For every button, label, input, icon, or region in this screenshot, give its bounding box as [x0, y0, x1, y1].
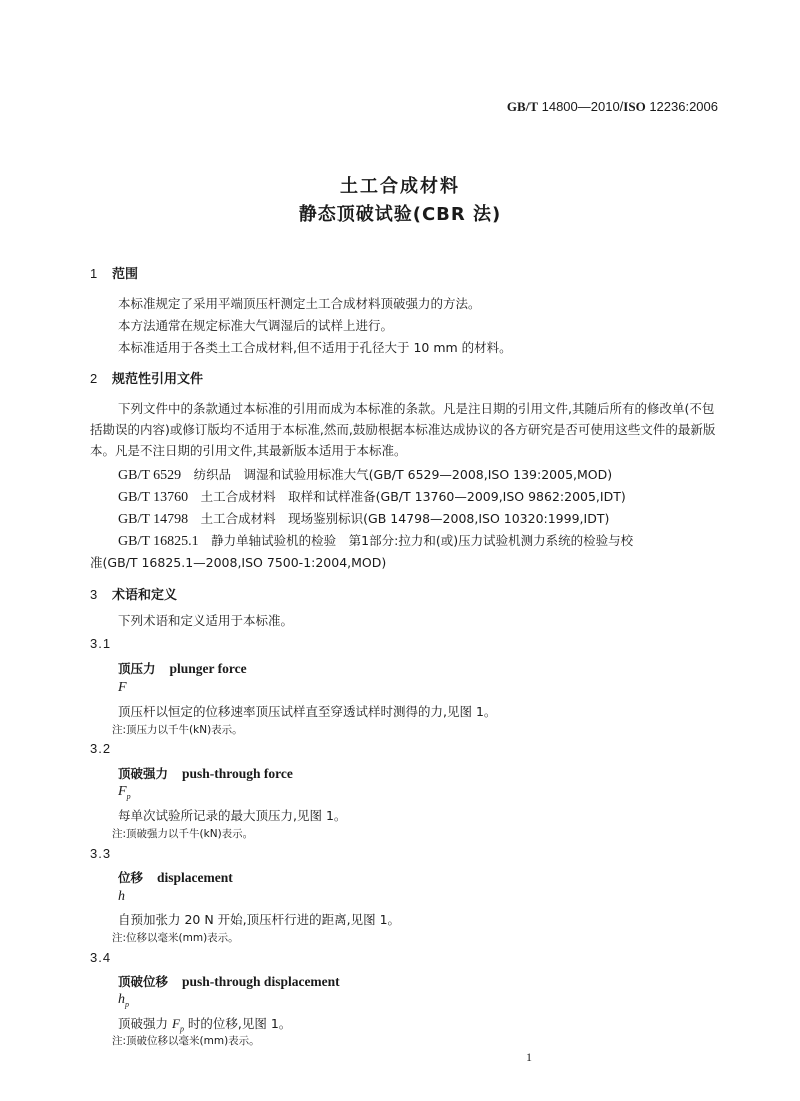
- term-number: 3.2: [90, 741, 112, 756]
- term-symbol: [118, 889, 125, 905]
- standard-code: [507, 99, 718, 115]
- term-en: push-through force: [182, 766, 293, 781]
- section-heading-3: [90, 584, 177, 603]
- term-number: 3.4: [90, 950, 112, 965]
- symbol-main: F: [171, 1016, 180, 1031]
- reference-title: 土工合成材料 取样和试样准备(GB/T 13760—2009,ISO 9862:2005,IDT): [200, 489, 626, 504]
- term-definition: [118, 1014, 291, 1034]
- term-note: 注:顶破强力以千牛(kN)表示。: [112, 828, 254, 840]
- terms-intro: 下列术语和定义适用于本标准。: [118, 613, 294, 628]
- definition-text: 时的位移,见图 1。: [183, 1016, 292, 1031]
- reference-title: 静力单轴试验机的检验 第1部分:拉力和(或)压力试验机测力系统的检验与校: [211, 533, 634, 548]
- term-definition: 自预加张力 20 N 开始,顶压杆行进的距离,见图 1。: [118, 912, 401, 927]
- definition-symbol: [171, 1016, 184, 1034]
- term-symbol: [118, 992, 129, 1009]
- reference-item-continuation: 准(GB/T 16825.1—2008,ISO 7500-1:2004,MOD): [90, 555, 387, 570]
- term-definition: 顶压杆以恒定的位移速率顶压试样直至穿透试样时测得的力,见图 1。: [118, 704, 497, 719]
- symbol-main: h: [118, 889, 125, 904]
- code-prefix: GB/T: [506, 99, 538, 114]
- term-title: [118, 868, 233, 886]
- reference-item: [118, 509, 609, 528]
- section-heading-2: [90, 368, 203, 387]
- term-en: push-through displacement: [182, 974, 340, 989]
- section-heading-1: [90, 263, 138, 282]
- section-title: 规范性引用文件: [112, 372, 204, 387]
- iso-number: 12236:2006: [645, 99, 718, 114]
- term-note: 注:顶破位移以毫米(mm)表示。: [112, 1035, 260, 1047]
- code-number: 14800—2010/: [538, 99, 624, 114]
- section-title: 术语和定义: [112, 588, 178, 603]
- symbol-subscript: p: [125, 999, 129, 1009]
- reference-item: [118, 465, 612, 484]
- symbol-subscript: p: [126, 791, 131, 801]
- term-title: [118, 764, 293, 782]
- term-zh: 位移: [118, 870, 144, 885]
- section-number: 3: [90, 587, 98, 602]
- symbol-main: F: [118, 784, 127, 799]
- reference-item: [118, 531, 633, 550]
- term-zh: 顶压力: [118, 661, 156, 676]
- page-number: 1: [526, 1050, 532, 1064]
- section-title: 范围: [112, 267, 139, 282]
- document-title-line1: 土工合成材料: [340, 176, 460, 197]
- term-en: plunger force: [169, 661, 247, 676]
- scope-paragraph-2: 本方法通常在规定标准大气调湿后的试样上进行。: [118, 318, 394, 333]
- term-note: 注:位移以毫米(mm)表示。: [112, 932, 239, 944]
- normative-references-intro: 下列文件中的条款通过本标准的引用而成为本标准的条款。凡是注日期的引用文件,其随后所有的修改单(不包括勘误的内容)或修订版均不适用于本标准,然而,鼓励根据本标准达成协议的各方研究是否可使用这些文件的最新版本。凡是不注日期的引用文件,其最新版本适用于本标准。: [90, 401, 716, 458]
- reference-code: GB/T 14798: [118, 512, 189, 527]
- symbol-subscript: p: [179, 1024, 184, 1034]
- reference-item: [118, 487, 626, 506]
- scope-paragraph-1: 本标准规定了采用平端顶压杆测定土工合成材料顶破强力的方法。: [118, 296, 481, 311]
- reference-code: GB/T 13760: [118, 490, 189, 505]
- term-definition: 每单次试验所记录的最大顶压力,见图 1。: [118, 808, 347, 823]
- scope-paragraph-3: 本标准适用于各类土工合成材料,但不适用于孔径大于 10 mm 的材料。: [118, 340, 512, 355]
- term-zh: 顶破位移: [118, 974, 169, 989]
- definition-text: 顶破强力: [118, 1016, 172, 1031]
- term-symbol: [118, 784, 131, 801]
- term-symbol: [118, 680, 127, 696]
- term-en: displacement: [157, 870, 233, 885]
- section-number: 1: [90, 266, 98, 281]
- reference-code: GB/T 16825.1: [118, 534, 199, 549]
- term-note: 注:顶压力以千牛(kN)表示。: [112, 724, 243, 736]
- reference-code: GB/T 6529: [118, 468, 182, 483]
- term-zh: 顶破强力: [118, 766, 169, 781]
- document-title-line2: 静态顶破试验(CBR 法): [298, 204, 502, 225]
- reference-title: 土工合成材料 现场鉴别标识(GB 14798—2008,ISO 10320:1999,IDT): [200, 511, 610, 526]
- term-number: 3.1: [90, 636, 112, 651]
- symbol-main: F: [118, 680, 127, 695]
- symbol-main: h: [118, 992, 125, 1007]
- section-number: 2: [90, 371, 98, 386]
- term-title: [118, 659, 247, 677]
- term-number: 3.3: [90, 846, 112, 861]
- reference-title: 纺织品 调湿和试验用标准大气(GB/T 6529—2008,ISO 139:2005,MOD): [193, 467, 613, 482]
- term-title: [118, 972, 340, 990]
- iso-prefix: ISO: [623, 99, 646, 114]
